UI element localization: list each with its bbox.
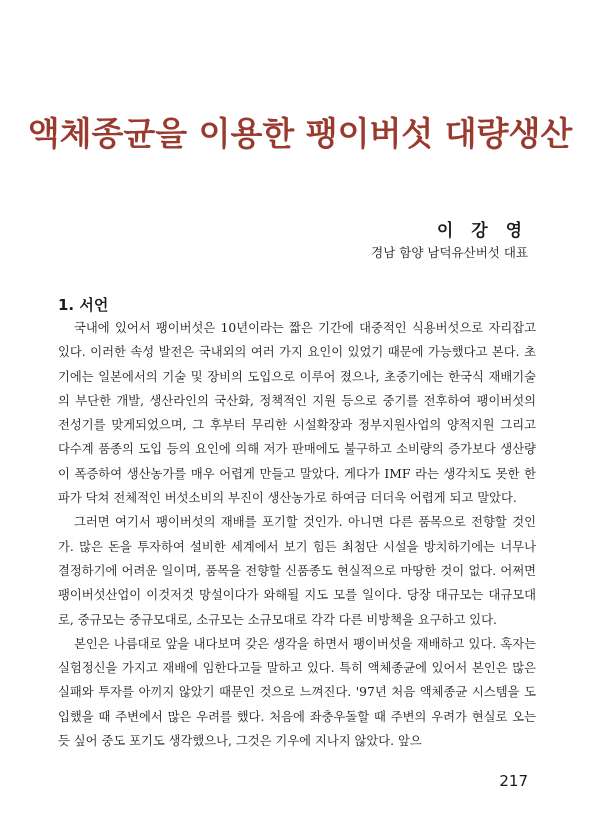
paragraph: 본인은 나름대로 앞을 내다보며 갖은 생각을 하면서 팽이버섯을 재배하고 있다. 혹자는 실험정신을 가지고 재배에 임한다고들 말하고 있다. 특히 액체종균에 있어서 본인은 많은 실패와 투자를 아끼지 않았기 때문인 것으로 느껴진다. '97년 처음 액체종균 시스템을 도입했을 때 주변에서 많은 우려를 했다. 처음에 좌충우돌할 때 주변의 우려가 현실로 오는 듯 싶어 중도 포기도 생각했으나, 그것은 기우에 지나지 않았다. 앞으 <box>58 636 536 749</box>
article-title: 액체종균을 이용한 팽이버섯 대량생산 <box>27 114 573 153</box>
paragraph: 국내에 있어서 팽이버섯은 10년이라는 짧은 기간에 대중적인 식용버섯으로 자리잡고 있다. 이러한 속성 발전은 국내외의 여러 가지 요인이 있었기 때문에 가능했다고 본다. 초기에는 일본에서의 기술 및 장비의 도입으로 이루어 졌으나, 초중기에는 한국식 재배기술의 부단한 개발, 생산라인의 국산화, 정책적인 지원 등으로 중기를 전후하여 팽이버섯의 전성기를 맞게되었으며, 그 후부터 무리한 시설확장과 정부지원사업의 양적지원 그리고 다수계 품종의 도입 등의 요인에 의해 저가 판매에도 불구하고 소비량의 증가보다 생산량이 폭증하여 생산농가를 매우 어렵게 만들고 말았다. 게다가 IMF 라는 생각치도 못한 한파가 닥쳐 전체적인 버섯소비의 부진이 생산농가로 하여금 더더욱 어렵게 되고 말았다. <box>58 321 536 506</box>
section-heading: 1. 서언 <box>58 296 109 314</box>
author-name: 이 강 영 <box>436 221 528 241</box>
paragraph: 그러면 여기서 팽이버섯의 재배를 포기할 것인가. 아니면 다른 품목으로 전향할 것인가. 많은 돈을 투자하여 설비한 세계에서 보기 힘든 최첨단 시설을 방치하기에는 너무나 결정하기에 어려운 일이며, 품목을 전향할 신품종도 현실적으로 마땅한 것이 없다. 어쩌면 팽이버섯산업이 이것저것 망설이다가 와해될 지도 모를 일이다. 당장 대규모는 대규모대로, 중규모는 중규모대로, 소규모는 소규모대로 각각 다른 비방책을 요구하고 있다. <box>58 515 536 627</box>
author-affiliation: 경남 함양 남덕유산버섯 대표 <box>371 245 528 260</box>
body-text <box>58 316 536 753</box>
page-number: 217 <box>499 772 528 790</box>
